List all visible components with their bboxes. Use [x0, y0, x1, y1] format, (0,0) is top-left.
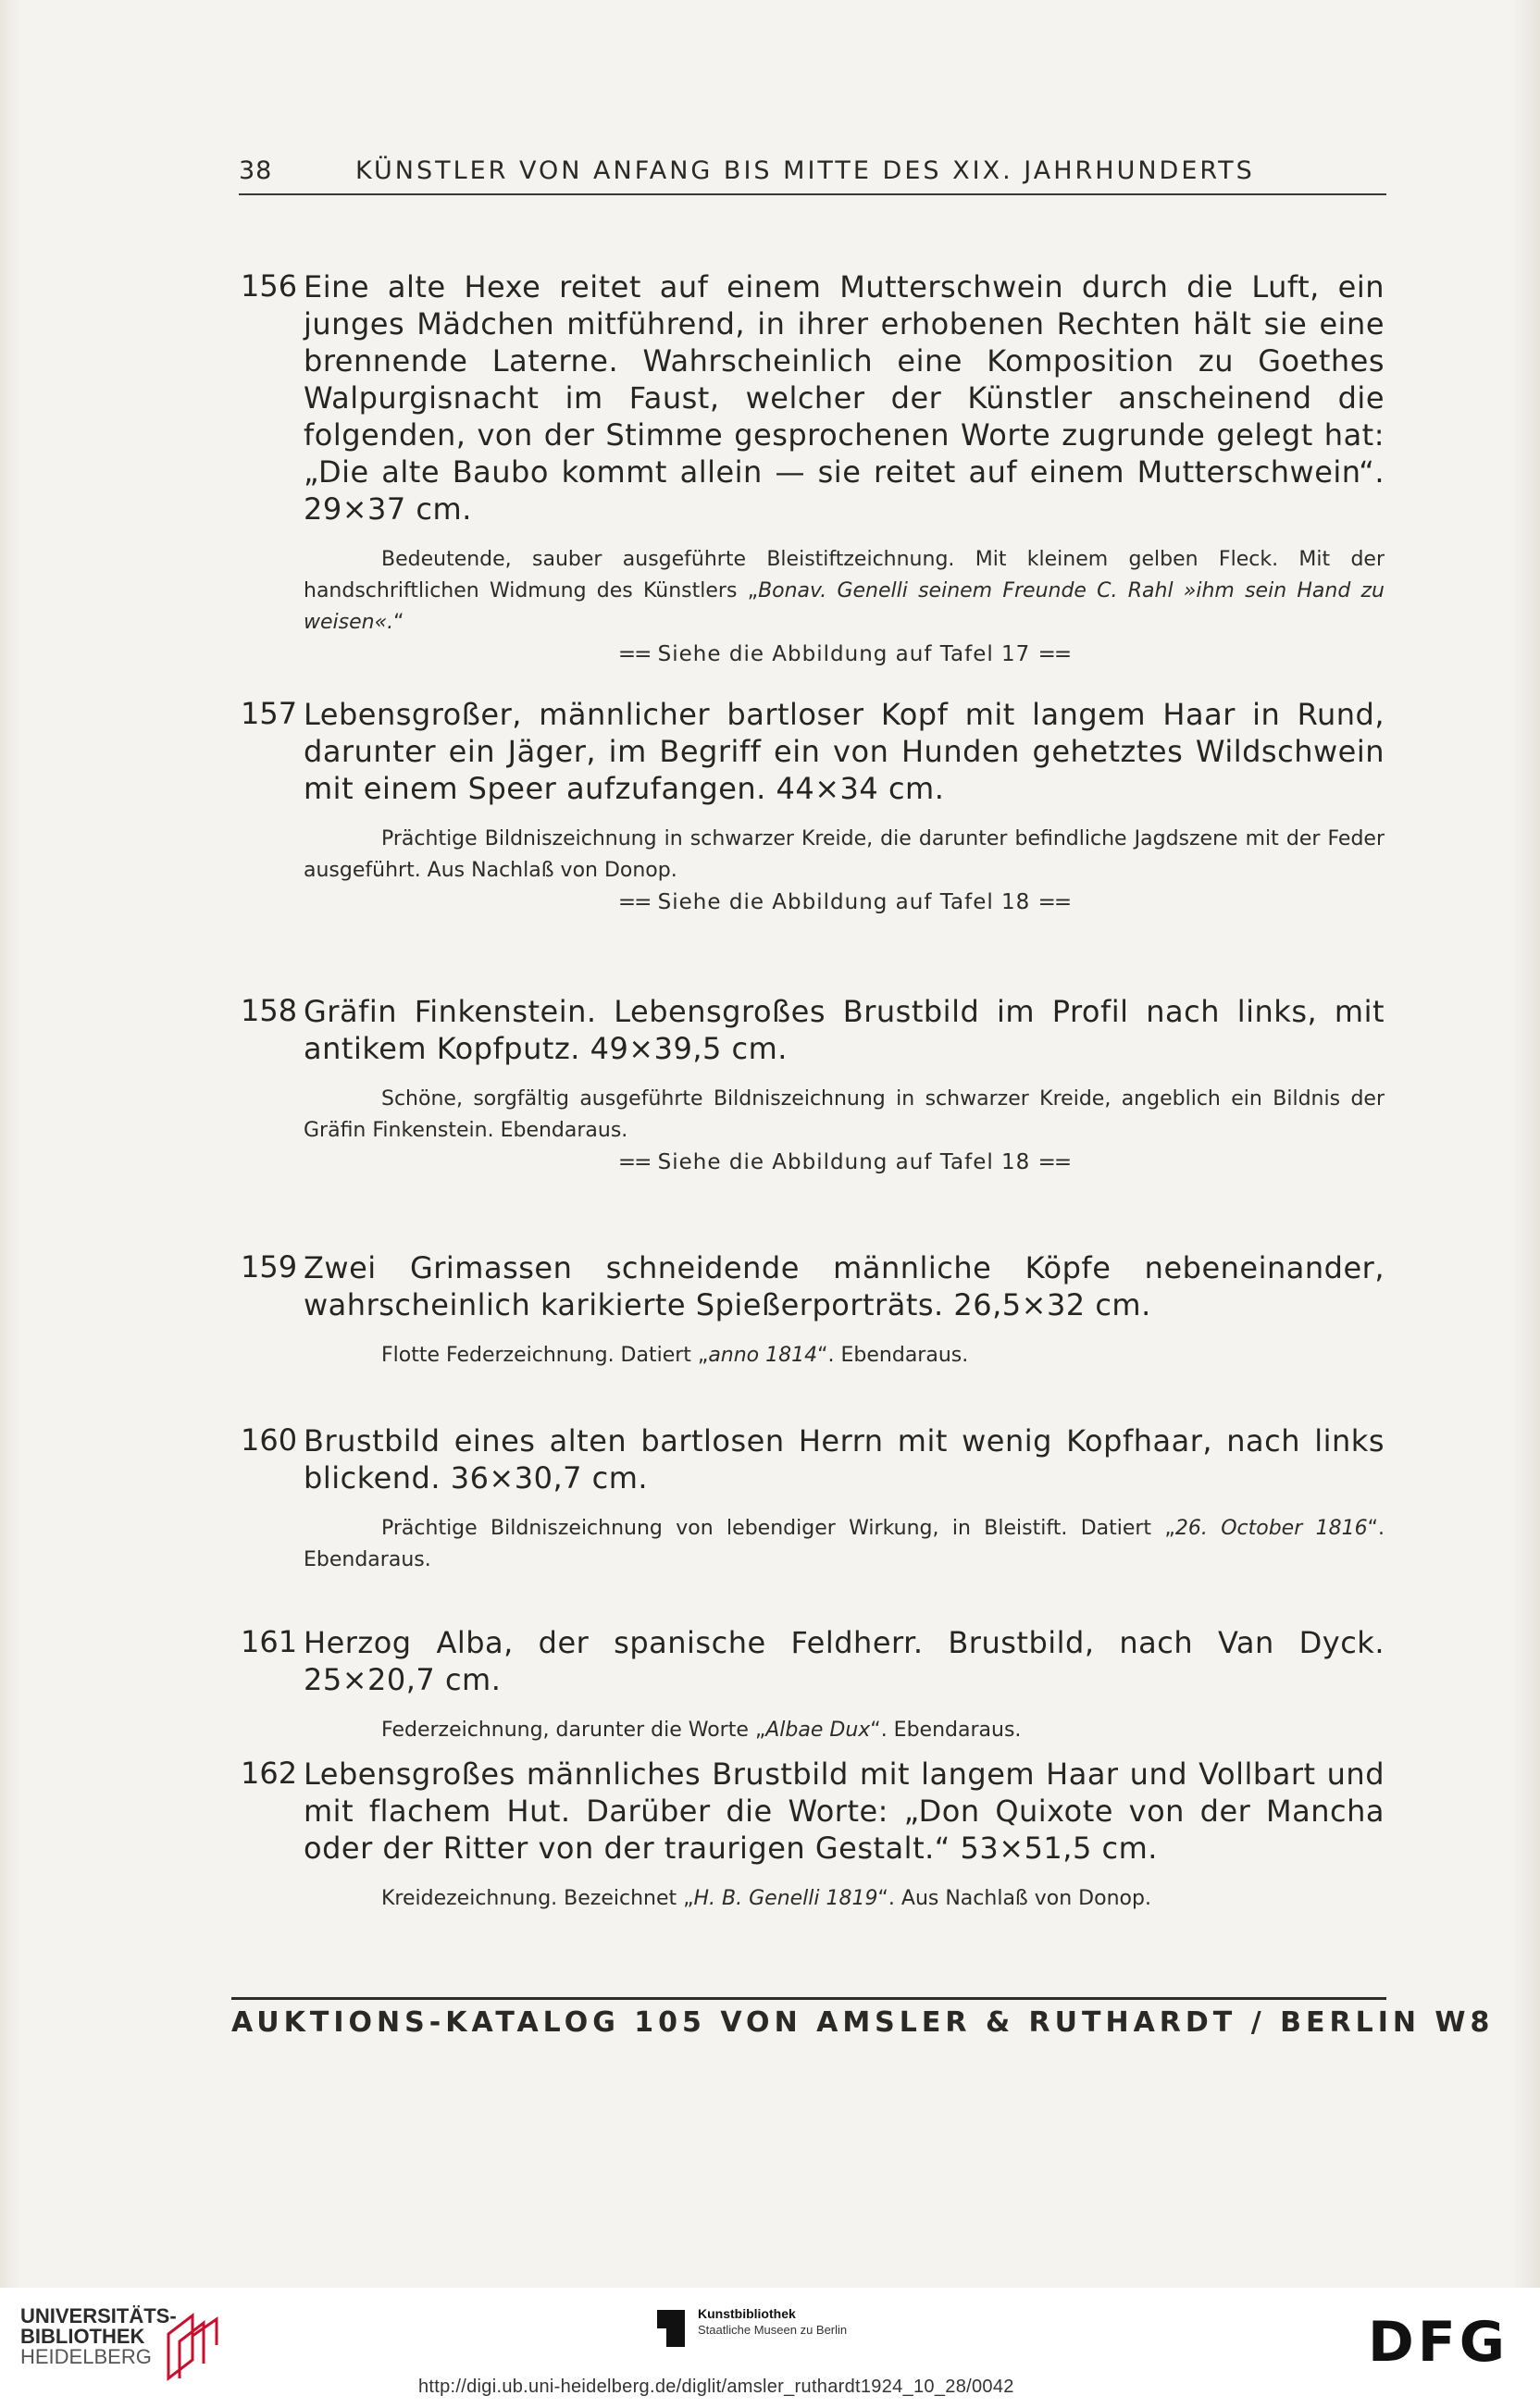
entry-note: [304, 824, 1385, 887]
plate-reference: == Siehe die Abbildung auf Tafel 17 ==: [617, 642, 1071, 666]
entry-note: [304, 1715, 1385, 1746]
note-text: Schöne, sorgfältig ausgeführte Bildniszeichnung in schwarzer Kreide, angeblich ein Bildnis der Gräfin Finkenstein. Ebendaraus.: [304, 1087, 1385, 1142]
entry-note: [304, 1513, 1385, 1576]
entry-number: 158: [241, 993, 298, 1028]
footer-rule: [231, 1997, 1386, 2000]
entry-number: 160: [241, 1422, 298, 1458]
dfg-logo[interactable]: DFG: [1368, 2310, 1509, 2375]
entry-description: Herzog Alba, der spanische Feldherr. Brustbild, nach Van Dyck. 25×20,7 cm.: [304, 1625, 1385, 1697]
ub-heidelberg-logo[interactable]: [20, 2306, 261, 2389]
entry-description: Gräfin Finkenstein. Lebensgroßes Brustbild im Profil nach links, mit antikem Kopfputz. 49×39,5 cm.: [304, 994, 1385, 1066]
note-text: Flotte Federzeichnung. Datiert „: [381, 1344, 709, 1367]
entry-description: Brustbild eines alten bartlosen Herrn mit wenig Kopfhaar, nach links blickend. 36×30,7 cm.: [304, 1423, 1385, 1496]
catalog-entry-156: [241, 268, 1385, 666]
viewer-footer-bar: [0, 2288, 1540, 2408]
note-end: “. Ebendaraus.: [817, 1344, 969, 1367]
catalog-entry-157: [241, 696, 1385, 914]
note-end: “. Ebendaraus.: [304, 1517, 1385, 1571]
note-end: “: [393, 611, 404, 634]
note-italic: 26. October 1816: [1174, 1517, 1368, 1540]
note-text: Federzeichnung, darunter die Worte „: [381, 1719, 766, 1742]
plate-reference-text: Siehe die Abbildung auf Tafel 18: [657, 890, 1031, 914]
ub-heidelberg-text: [20, 2306, 177, 2367]
kunstbibliothek-title: Kunstbibliothek: [698, 2306, 796, 2321]
catalog-entry-161: [241, 1624, 1385, 1746]
note-italic: anno 1814: [708, 1344, 818, 1367]
entry-note: [304, 1340, 1385, 1372]
entry-note: [304, 544, 1385, 639]
ub-line-3: HEIDELBERG: [20, 2345, 152, 2368]
catalog-entry-159: [241, 1249, 1385, 1372]
note-italic: Albae Dux: [765, 1719, 871, 1742]
ub-line-2: BIBLIOTHEK: [20, 2325, 145, 2348]
entry-note: [304, 1883, 1385, 1915]
permalink-url[interactable]: http://digi.ub.uni-heidelberg.de/diglit/amsler_ruthardt1924_10_28/0042: [418, 2377, 1014, 2397]
kunstbibliothek-logo[interactable]: [657, 2306, 898, 2362]
entry-description: Zwei Grimassen schneidende männliche Köpfe nebeneinander, wahrscheinlich karikierte Spießerporträts. 26,5×32 cm.: [304, 1250, 1385, 1322]
entry-number: 161: [241, 1624, 298, 1659]
note-text: Kreidezeichnung. Bezeichnet „: [381, 1887, 694, 1910]
kunstbibliothek-mark-icon: [657, 2310, 685, 2347]
note-end: “. Aus Nachlaß von Donop.: [877, 1887, 1151, 1910]
running-title: KÜNSTLER VON ANFANG BIS MITTE DES XIX. JAHRHUNDERTS: [355, 156, 1255, 185]
running-header: [239, 153, 1386, 195]
entry-note: [304, 1084, 1385, 1147]
note-text: Prächtige Bildniszeichnung in schwarzer Kreide, die darunter befindliche Jagdszene mit der Feder ausgeführt. Aus Nachlaß von Donop.: [304, 827, 1385, 882]
plate-reference: == Siehe die Abbildung auf Tafel 18 ==: [617, 1150, 1071, 1174]
catalog-entry-158: [241, 993, 1385, 1174]
note-italic: H. B. Genelli 1819: [693, 1887, 878, 1910]
entry-number: 159: [241, 1249, 298, 1285]
note-end: “. Ebendaraus.: [870, 1719, 1022, 1742]
catalog-entry-162: [241, 1756, 1385, 1915]
plate-reference-text: Siehe die Abbildung auf Tafel 17: [657, 642, 1031, 666]
page-number: 38: [239, 156, 273, 185]
plate-reference: == Siehe die Abbildung auf Tafel 18 ==: [617, 890, 1071, 914]
entry-number: 157: [241, 696, 298, 731]
ub-line-1: UNIVERSITÄTS-: [20, 2304, 177, 2327]
catalog-entry-160: [241, 1422, 1385, 1576]
note-italic: Bonav. Genelli seinem Freunde C. Rahl »ihm sein Hand zu weisen«.: [304, 579, 1385, 634]
note-text: Bedeutende, sauber ausgeführte Bleistiftzeichnung. Mit kleinem gelben Fleck. Mit der handschriftlichen Widmung des Künstlers „: [304, 548, 1385, 602]
entry-description: Lebensgroßer, männlicher bartloser Kopf mit langem Haar in Rund, darunter ein Jäger, im Begriff ein von Hunden gehetztes Wildschwein mit einem Speer aufzufangen. 44×34 cm.: [304, 697, 1385, 806]
kunstbibliothek-subtitle: Staatliche Museen zu Berlin: [698, 2323, 848, 2337]
entry-number: 162: [241, 1756, 298, 1791]
catalog-footer: AUKTIONS-KATALOG 105 VON AMSLER & RUTHARDT / BERLIN W8: [231, 2006, 1495, 2039]
plate-reference-text: Siehe die Abbildung auf Tafel 18: [657, 1150, 1031, 1174]
entry-number: 156: [241, 268, 298, 304]
entry-description: Eine alte Hexe reitet auf einem Mutterschwein durch die Luft, ein junges Mädchen mitführend, in ihrer erhobenen Rechten hält sie eine brennende Laterne. Wahrscheinlich eine Komposition zu Goethes Walpurgisnacht im Faust, welcher der Künstler anscheinend die folgenden, von der Stimme gesprochenen Worte zugrunde gelegt hat: „Die alte Baubo kommt allein — sie reitet auf einem Mutterschwein“. 29×37 cm.: [304, 269, 1385, 527]
note-text: Prächtige Bildniszeichnung von lebendiger Wirkung, in Bleistift. Datiert „: [381, 1517, 1175, 1540]
entry-description: Lebensgroßes männliches Brustbild mit langem Haar und Vollbart und mit flachem Hut. Darüber die Worte: „Don Quixote von der Mancha oder der Ritter von der traurigen Gestalt.“ 53×51,5 cm.: [304, 1756, 1385, 1866]
ub-emblem-icon: [161, 2308, 235, 2382]
